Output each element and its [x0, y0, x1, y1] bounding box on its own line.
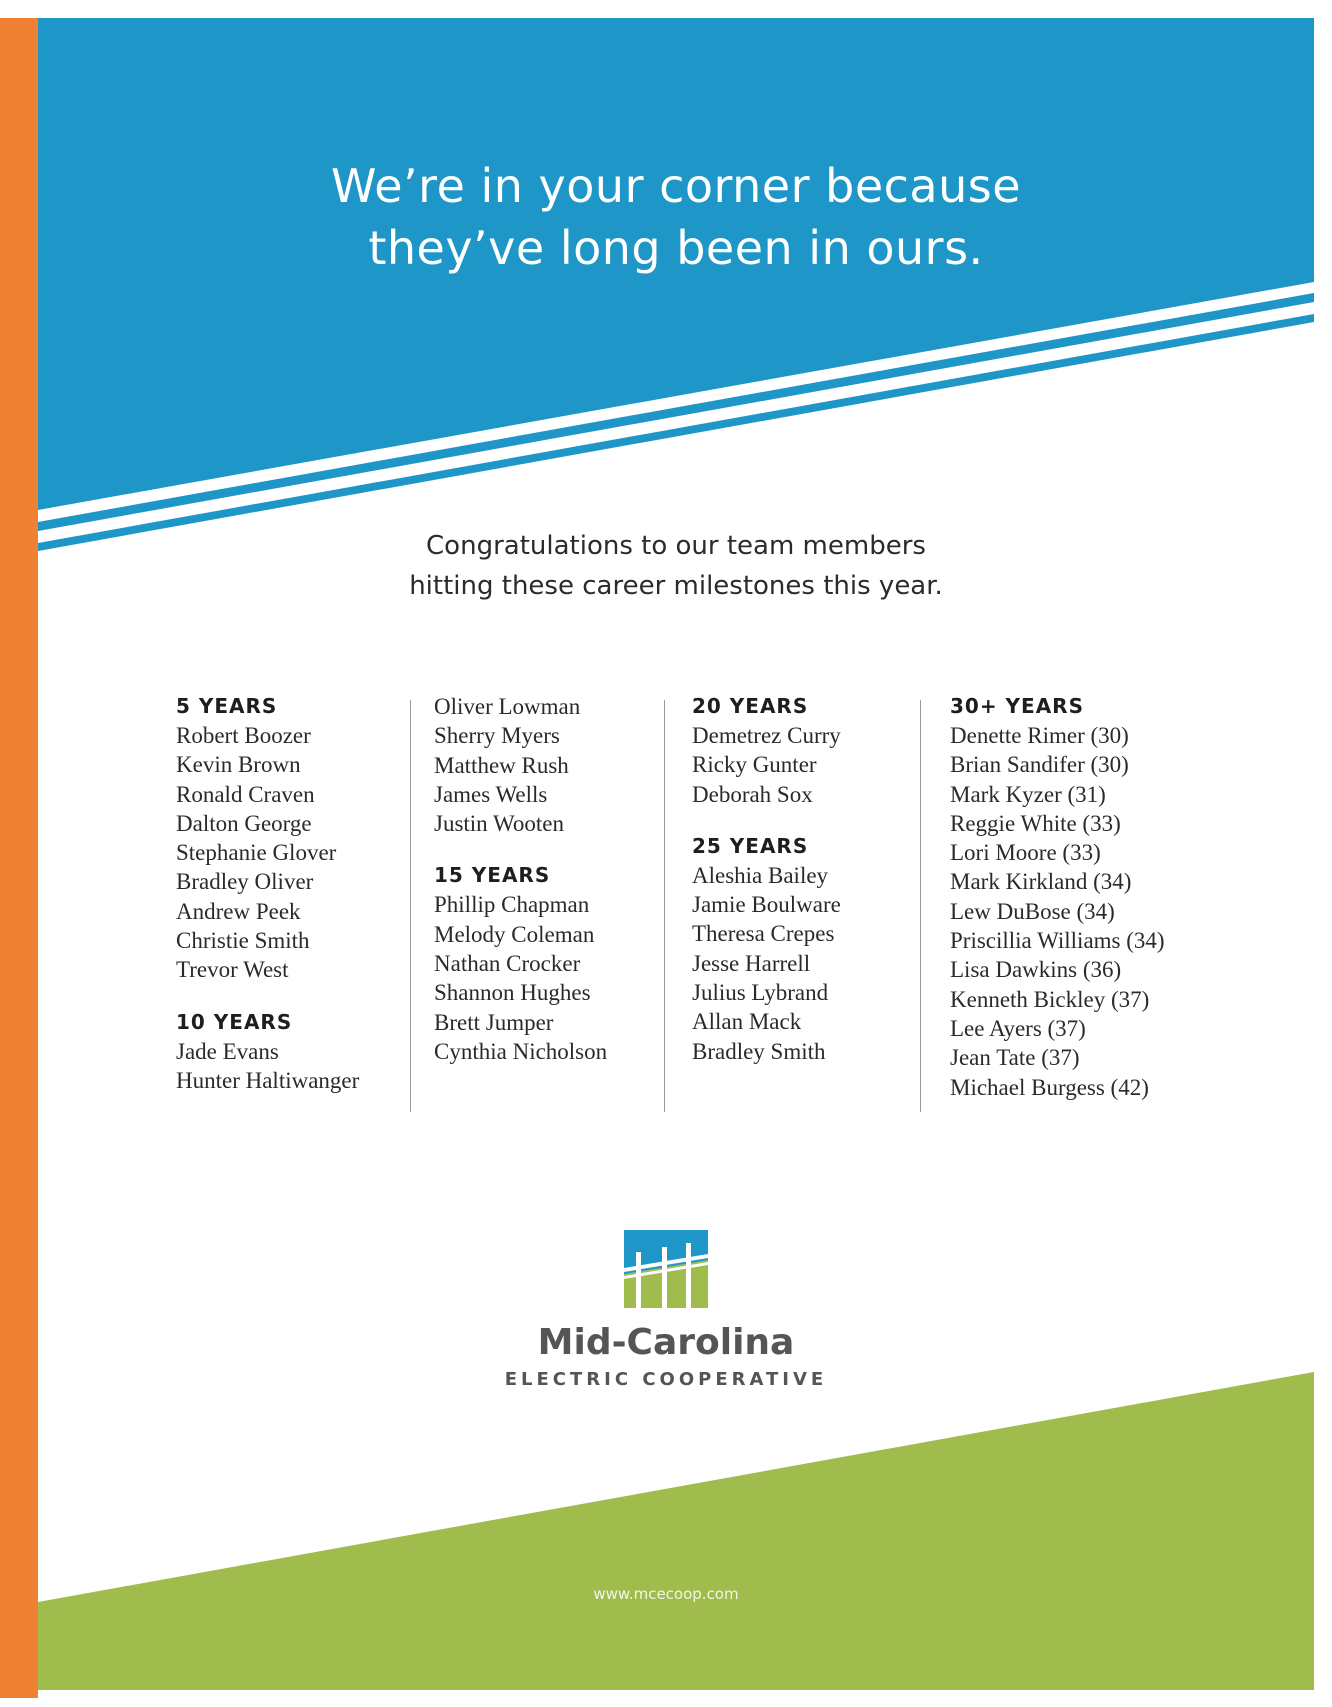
employee-name: Dalton George	[176, 810, 312, 836]
green-footer-band	[38, 1372, 1314, 1690]
employee-name: Reggie White (33)	[950, 810, 1121, 836]
employee-name: Demetrez Curry	[692, 723, 841, 748]
milestone-group	[692, 832, 924, 1066]
headline-line-2: they’ve long been in ours.	[368, 221, 984, 275]
employee-name: Theresa Crepes	[692, 921, 835, 947]
milestone-group	[176, 692, 408, 985]
employee-name: Robert Boozer	[176, 723, 311, 748]
employee-name: Melody Coleman	[434, 921, 595, 947]
employee-name: Shannon Hughes	[434, 980, 591, 1006]
employee-name: Trevor West	[176, 957, 289, 983]
milestone-group	[950, 692, 1240, 1102]
employee-name: Mark Kirkland (34)	[950, 869, 1132, 895]
power-line-icon	[624, 1230, 708, 1308]
employee-name: Mark Kyzer (31)	[950, 781, 1106, 807]
employee-name: Jean Tate (37)	[950, 1045, 1080, 1071]
employee-name: Oliver Lowman	[434, 694, 581, 719]
employee-name: Nathan Crocker	[434, 951, 581, 977]
milestone-column-3	[692, 692, 924, 1066]
employee-name: Jesse Harrell	[692, 950, 811, 976]
milestone-column-1	[176, 692, 408, 1095]
employee-name: Brett Jumper	[434, 1009, 554, 1035]
milestone-column-2	[434, 692, 666, 1066]
employee-name: Denette Rimer (30)	[950, 723, 1129, 748]
milestone-group	[176, 1008, 408, 1096]
group-heading: 30+ YEARS	[950, 694, 1084, 718]
employee-name: Lori Moore (33)	[950, 840, 1101, 866]
employee-name: Jade Evans	[176, 1038, 279, 1064]
employee-name: Justin Wooten	[434, 811, 564, 837]
name-list	[950, 721, 1240, 1102]
employee-name: Brian Sandifer (30)	[950, 752, 1129, 778]
employee-name: Lisa Dawkins (36)	[950, 957, 1122, 983]
name-list	[692, 721, 924, 809]
employee-name: Matthew Rush	[434, 752, 569, 778]
column-divider	[410, 700, 411, 1112]
name-list	[434, 692, 666, 838]
company-logo	[0, 1230, 1332, 1392]
group-heading: 20 YEARS	[692, 694, 809, 718]
logo-subtitle: ELECTRIC COOPERATIVE	[504, 1369, 828, 1390]
employee-name: Jamie Boulware	[692, 892, 841, 918]
group-heading: 25 YEARS	[692, 833, 809, 858]
milestone-column-4	[950, 692, 1240, 1102]
employee-name: Bradley Oliver	[176, 869, 314, 895]
employee-name: Kevin Brown	[176, 752, 301, 778]
employee-name: Lew DuBose (34)	[950, 898, 1115, 924]
employee-name: Hunter Haltiwanger	[176, 1067, 360, 1093]
employee-name: Priscillia Williams (34)	[950, 928, 1165, 954]
employee-name: Andrew Peek	[176, 898, 301, 924]
subheading	[38, 526, 1314, 606]
employee-name: Kenneth Bickley (37)	[950, 986, 1150, 1012]
employee-name: Ricky Gunter	[692, 752, 817, 778]
employee-name: James Wells	[434, 781, 548, 807]
orange-side-bar	[0, 18, 38, 1698]
employee-name: Bradley Smith	[692, 1038, 826, 1064]
employee-name: Cynthia Nicholson	[434, 1038, 608, 1064]
name-list	[434, 890, 666, 1066]
headline-line-1: We’re in your corner because	[330, 159, 1022, 213]
headline	[38, 155, 1314, 279]
employee-name: Sherry Myers	[434, 723, 560, 749]
employee-name: Stephanie Glover	[176, 840, 337, 866]
employee-name: Allan Mack	[692, 1009, 802, 1035]
group-heading: 5 YEARS	[176, 694, 278, 718]
employee-name: Christie Smith	[176, 928, 310, 954]
employee-name: Lee Ayers (37)	[950, 1015, 1086, 1041]
employee-name: Michael Burgess (42)	[950, 1074, 1149, 1100]
employee-name: Aleshia Bailey	[692, 862, 829, 888]
milestone-group	[692, 692, 924, 809]
subheading-line-2: hitting these career milestones this year.	[409, 571, 943, 601]
name-list	[176, 1037, 408, 1096]
group-heading: 15 YEARS	[434, 863, 551, 888]
employee-name: Phillip Chapman	[434, 892, 590, 918]
group-heading: 10 YEARS	[176, 1009, 293, 1034]
name-list	[692, 861, 924, 1066]
employee-name: Julius Lybrand	[692, 980, 829, 1006]
website-url: www.mcecoop.com	[593, 1585, 739, 1603]
milestone-group	[434, 692, 666, 838]
milestone-group	[434, 861, 666, 1066]
employee-name: Deborah Sox	[692, 781, 813, 807]
employee-name: Ronald Craven	[176, 781, 315, 807]
subheading-line-1: Congratulations to our team members	[426, 531, 926, 561]
name-list	[176, 721, 408, 985]
logo-wordmark: Mid-Carolina	[537, 1322, 795, 1363]
